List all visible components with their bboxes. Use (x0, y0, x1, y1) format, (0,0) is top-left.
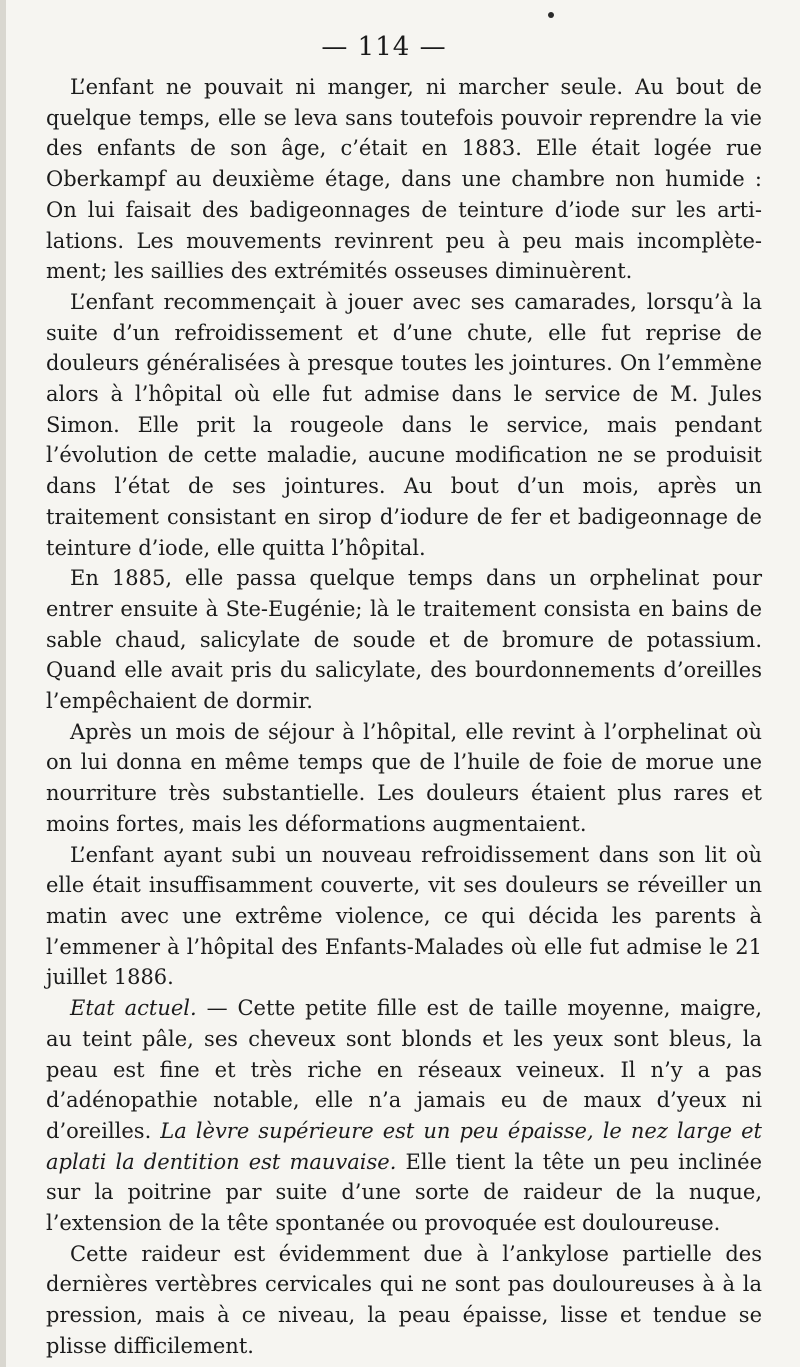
paragraph-6-part-1: — Cette petite fille est de taille moyenne, maigre, au teint pâle, ses cheveux sont blonds et les yeux sont bleus, la peau est fine et très riche en réseaux veineux. Il n’y a pas d’adénopathie notable, elle n’a jamais eu de maux d’yeux ni d’oreilles. (46, 996, 762, 1143)
paragraph-3: En 1885, elle passa quelque temps dans un orphelinat pour entrer ensuite à Ste-Eugénie; là le traitement consista en bains de sable chaud, salicylate de soude et de bromure de potassium. Quand elle avait pris du salicylate, des bourdonnements d’oreilles l’empêchaient de dormir. (46, 566, 762, 714)
section-lead-etat-actuel: Etat actuel. (70, 996, 197, 1021)
paragraph-5: L’enfant ayant subi un nouveau refroidissement dans son lit où elle était insuffisamment couverte, vit ses douleurs se réveiller un matin avec une extrême violence, ce qui décida les parents à l’emmener à l’hôpital des Enfants-Malades où elle fut admise le 21 juillet 1886. (46, 842, 762, 990)
paragraph-1: L’enfant ne pouvait ni manger, ni marcher seule. Au bout de quelque temps, elle se leva sans toutefois pouvoir reprendre la vie des enfants de son âge, c’était en 1883. Elle était logée rue Oberkampf au deuxième étage, dans une chambre non humide : On lui faisait des badigeonnages de teinture d’iode sur les artilations. Les mouvements revinrent peu à peu mais incomplètement; les saillies des extrémités osseuses diminuèrent. (46, 75, 762, 284)
paragraph-6 (46, 993, 762, 1239)
paragraph-4: Après un mois de séjour à l’hôpital, elle revint à l’orphelinat où on lui donna en même temps que de l’huile de foie de morue une nourriture très substantielle. Les douleurs étaient plus rares et moins fortes, mais les déformations augmentaient. (46, 719, 762, 836)
scan-edge-shadow (0, 0, 6, 1367)
paragraph-6-emphasis: La lèvre supérieure est un peu épaisse, le nez large et aplati la dentition est mauvaise. (46, 1118, 762, 1174)
paragraph-6-part-2: Elle tient la tête un peu inclinée sur la poitrine par suite d’une sorte de raideur de la nuque, l’extension de la tête spontanée ou provoquée est douloureuse. (46, 1149, 762, 1236)
page-number: — 114 — (321, 32, 447, 62)
paragraph-2: L’enfant recommençait à jouer avec ses camarades, lorsqu’à la suite d’un refroidissement et d’une chute, elle fut reprise de douleurs généralisées à presque toutes les jointures. On l’emmène alors à l’hôpital où elle fut admise dans le service de M. Jules Simon. Elle prit la rougeole dans le service, mais pendant l’évolution de cette maladie, aucune modification ne se produisit dans l’état de ses jointures. Au bout d’un mois, après un traitement consistant en sirop d’iodure de fer et badigeonnage de teinture d’iode, elle quitta l’hôpital. (46, 289, 762, 560)
paragraph-7: Cette raideur est évidemment due à l’ankylose partielle des dernières vertèbres cervicales qui ne sont pas douloureuses à à la pression, mais à ce niveau, la peau épaisse, lisse et tendue se plisse difficilement. (46, 1241, 762, 1358)
ink-speck (548, 12, 554, 18)
